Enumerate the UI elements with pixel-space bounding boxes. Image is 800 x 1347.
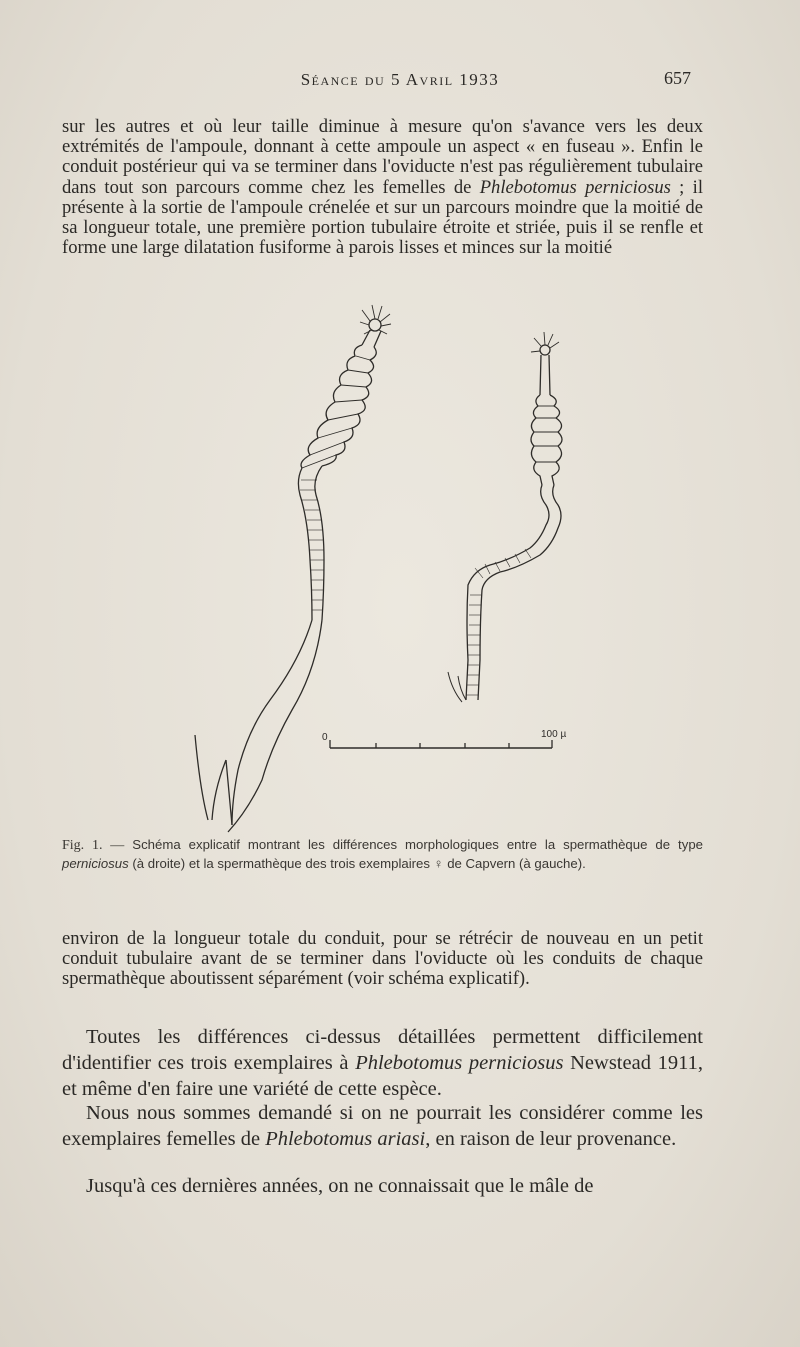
paragraph-4: Nous nous sommes demandé si on ne pourrait les considérer comme les exemplaires femelles de Phlebotomus ariasi, en raison de leur provenance.: [62, 1102, 703, 1150]
paragraph-1: sur les autres et où leur taille diminue à mesure qu'on s'avance vers les deux extrémités de l'ampoule, donnant à cette ampoule un aspect « en fuseau ». Enfin le conduit postérieur qui va se terminer dans l'oviducte n'est pas régulièrement tubulaire dans tout son parcours comme chez les femelles de Phlebotomus perniciosus ; il présente à la sortie de l'ampoule crénelée et sur un parcours moindre que la moitié de sa longueur totale, une première portion tubulaire étroite et striée, puis il se renfle et forme une large dilatation fusiforme à parois lisses et minces sur la moitié: [62, 116, 703, 259]
page-number: 657: [664, 68, 691, 88]
paragraph-5: Jusqu'à ces dernières années, on ne connaissait que le mâle de: [86, 1175, 594, 1197]
running-head: Séance du 5 Avril 1933: [300, 70, 500, 89]
scale-start-label: 0: [322, 732, 328, 743]
paragraph-2: environ de la longueur totale du conduit, pour se rétrécir de nouveau en un petit conduit tubulaire avant de se terminer dans l'oviducte où les conduits de chaque spermathèque aboutissent séparément (voir schéma explicatif).: [62, 928, 703, 990]
species-name: Phlebotomus perniciosus: [355, 1052, 564, 1074]
left-spermatheca: [195, 305, 391, 832]
scale-end-label: 100 µ: [541, 729, 567, 740]
paragraph-3: Toutes les différences ci-dessus détaillées permettent difficilement d'identifier ces trois exemplaires à Phlebotomus perniciosus Newstead 1911, et même d'en faire une variété de cette espèce.: [62, 1026, 703, 1100]
spermatheca-figure: [180, 295, 620, 835]
right-spermatheca: [448, 332, 562, 702]
species-name: Phlebotomus perniciosus: [479, 176, 671, 198]
species-name: Phlebotomus ariasi: [265, 1128, 426, 1150]
scale-bar: [330, 740, 552, 748]
figure-caption: Fig. 1. — Schéma explicatif montrant les différences morphologiques entre la spermathèque de type perniciosus (à droite) et la spermathèque des trois exemplaires ♀ de Capvern (à gauche).: [62, 837, 703, 871]
